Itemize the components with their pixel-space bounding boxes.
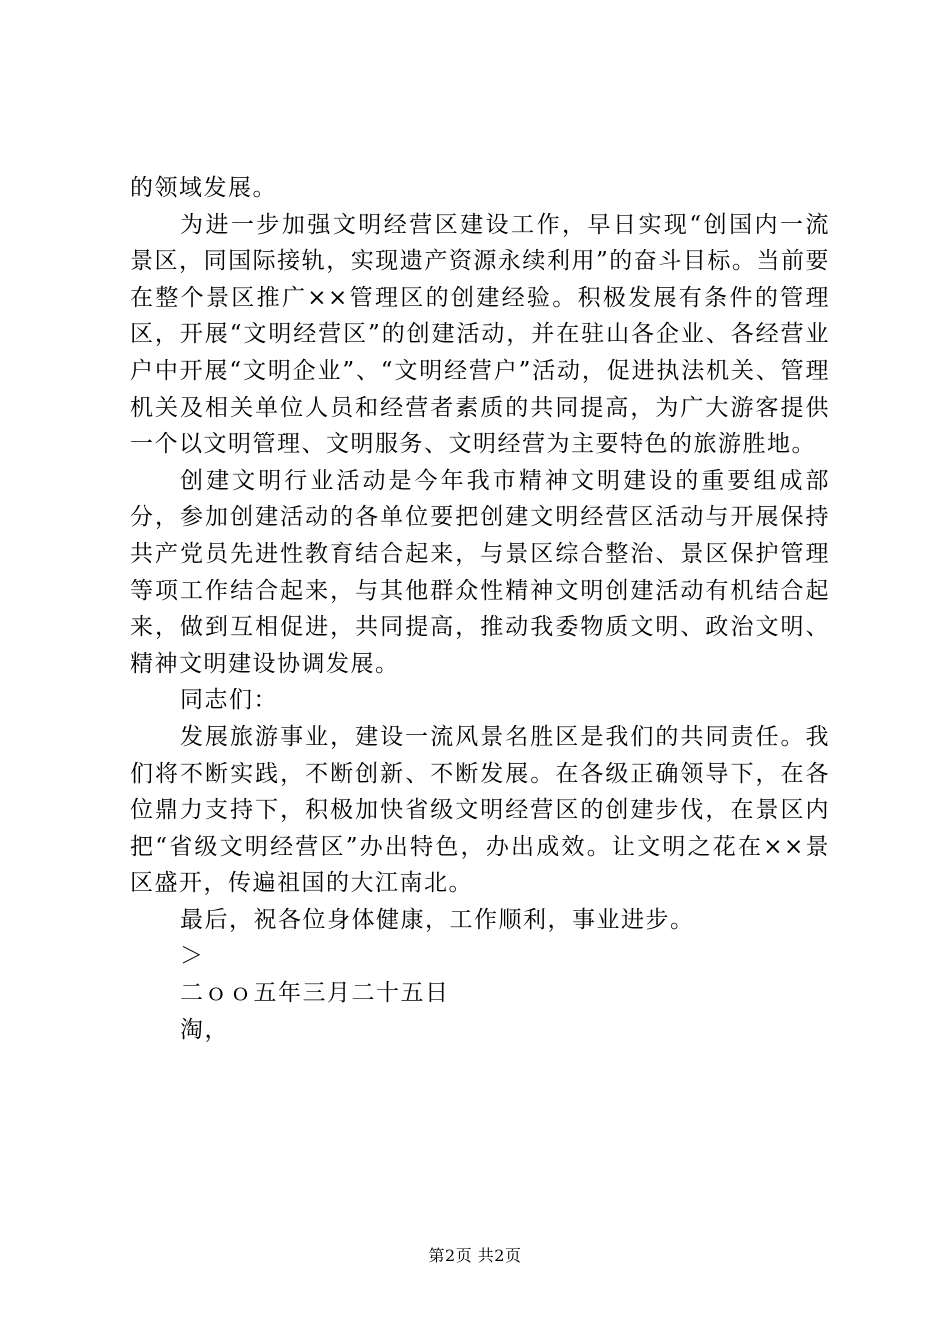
paragraph-tourism: 发展旅游事业，建设一流风景名胜区是我们的共同责任。我们将不断实践，不断创新、不断发展。在各级正确领导下，在各位鼎力支持下，积极加快省级文明经营区的创建步伐，在景区内把“省级文明经营区”办出特色，办出成效。让文明之花在××景区盛开，传遍祖国的大江南北。 <box>130 723 830 897</box>
paragraph-closing: 最后，祝各位身体健康，工作顺利，事业进步。 <box>180 906 695 933</box>
document-body <box>130 170 830 1048</box>
paragraph-salutation: 同志们： <box>180 687 278 714</box>
paragraph-civilized-industry: 创建文明行业活动是今年我市精神文明建设的重要组成部分，参加创建活动的各单位要把创建文明经营区活动与开展保持共产党员先进性教育结合起来，与景区综合整治、景区保护管理等项工作结合起来，与其他群众性精神文明创建活动有机结合起来，做到互相促进，共同提高，推动我委物质文明、政治文明、精神文明建设协调发展。 <box>130 467 830 677</box>
paragraph-civilized-zone: 为进一步加强文明经营区建设工作，早日实现“创国内一流景区，同国际接轨，实现遗产资源永续利用”的奋斗目标。当前要在整个景区推广××管理区的创建经验。积极发展有条件的管理区，开展“文明经营区”的创建活动，并在驻山各企业、各经营业户中开展“文明企业”、“文明经营户”活动，促进执法机关、管理机关及相关单位人员和经营者素质的共同提高，为广大游客提供一个以文明管理、文明服务、文明经营为主要特色的旅游胜地。 <box>130 211 830 458</box>
page-number-footer: 第2页 共2页 <box>428 1246 522 1265</box>
paragraph-continuation: 的领域发展。 <box>130 175 277 201</box>
trailing-text: 淘， <box>180 1016 229 1043</box>
document-date: 二ｏｏ五年三月二十五日 <box>180 980 450 1007</box>
marker-symbol: ＞ <box>180 943 205 970</box>
